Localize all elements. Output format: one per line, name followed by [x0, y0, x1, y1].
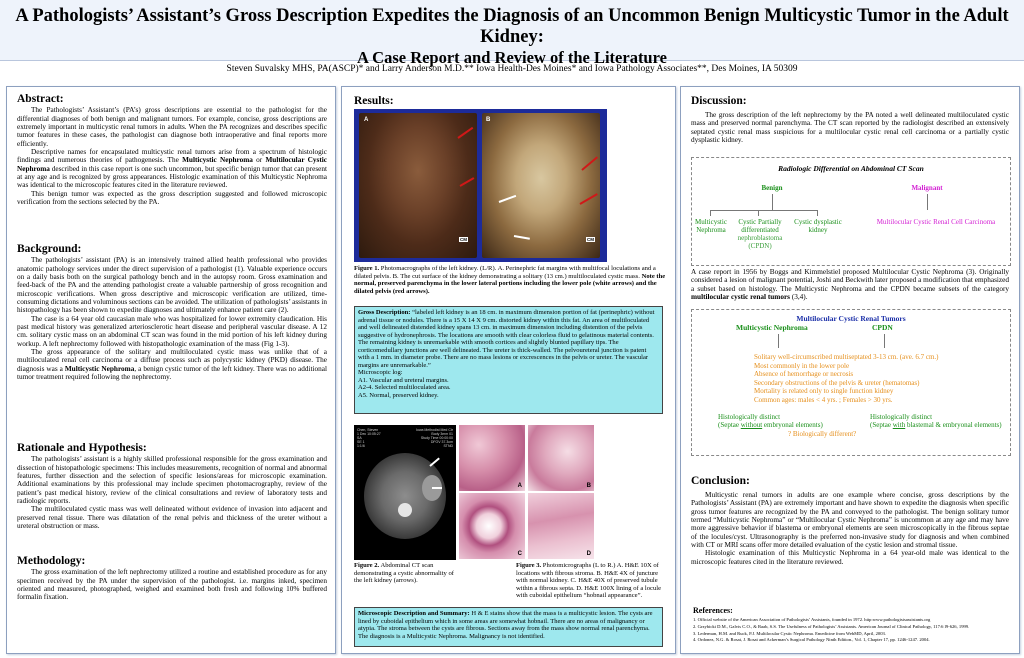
gross-label: Gross Description:	[358, 309, 411, 316]
abstract-term-mcn: Multilocular Cystic Nephroma	[17, 156, 327, 173]
kidney-cut-surface-photo	[482, 113, 600, 258]
methodology-p1: The gross examination of the left nephrectomy utilized a routine and established procedure as for any specimen received by the PA under the supervision of the pathologist. i.e. margins inked, specimen oriented and measured, photographed, weighed and examined both fresh and following 10% buffered formalin fixation.	[17, 568, 327, 602]
ct-overlay-right: Iowa Methodist Med Ctr Body 3mm 01 Study Time 00:00:00 DFOV 37.3cm STND	[416, 428, 453, 448]
histo-label-d: D	[586, 551, 591, 557]
ml-connector	[778, 334, 779, 348]
diff-benign-2b: nephroblastoma (CPDN)	[737, 234, 783, 251]
figure-1-photos	[354, 109, 607, 262]
fig1-caption-bold: Note the normal, preserved parenchyma in the lower lateral portions including the lower pole (white arrows) and the dilated pelvis (red arrows).	[354, 272, 666, 295]
fig3-label: Figure 3.	[516, 562, 542, 569]
ct-spine	[398, 503, 412, 517]
ml-hist-left-2b: without	[740, 421, 763, 429]
ml-hist-question: ? Biologically different?	[788, 430, 857, 438]
abstract-p2-e: described in this case report is one such uncommon, but specific benign tumor that can present at any age and is recognized by gross appearances. Histologic examination of this Multicystic Nephroma was identical to the microscopic features cited in the literature reviewed.	[17, 164, 327, 190]
title-line-2: A Case Report and Review of the Literature	[357, 48, 667, 67]
ml-mn-label: Multicystic Nephroma	[736, 323, 808, 332]
gross-description-box	[354, 306, 663, 414]
rationale-heading: Rationale and Hypothesis:	[17, 442, 147, 454]
diff-title: Radiologic Differential on Abdominal CT Scan	[778, 164, 924, 173]
discussion-p2-c: (3,4).	[790, 293, 808, 302]
rationale-p2: The multiloculated cystic mass was well delineated without evidence of invasion into adjacent and preserved renal tissue. There was dilatation of the renal pelvis and thickness of the ureter without a ureteral obstruction or mass.	[17, 505, 327, 531]
abstract-p3: This benign tumor was expected as the gross description suggested and followed microscopic verification from the sections selected by the PA.	[17, 189, 327, 207]
reference-item: 4. Ordonez, N.G. & Rosai, J. Rosai and Ackerman’s Surgical Pathology Ninth Edition., Vol. 1, Chapter 17, pp. 1246-1247. 2004.	[693, 637, 930, 643]
fig1-scale-a: CM	[460, 237, 467, 242]
ml-hist-left-2c: embryonal elements)	[762, 421, 823, 429]
results-heading: Results:	[354, 95, 394, 107]
abstract-term-mn: Multicystic Nephroma	[182, 156, 253, 165]
discussion-p2-a: A case report in 1956 by Boggs and Kimmelstiel proposed Multilocular Cystic Nephroma (3). Originally considered a lesion of malignant potential, Joshi and Beckwith later proposed a modification that emphasized a subset based on histology. The Multicystic Nephroma and the CPDN became subsets of the category	[691, 268, 1009, 293]
ml-connector	[884, 334, 885, 348]
middle-column	[341, 86, 676, 654]
background-heading: Background:	[17, 243, 82, 255]
background-term-mn: Multicystic Nephroma	[64, 364, 135, 373]
fig2-text: Abdominal CT scan demonstrating a cystic abnormality of the left kidney (arrows).	[354, 562, 454, 585]
diff-benign-2: Cystic Partially differentiated	[738, 218, 782, 235]
diff-connector	[817, 210, 818, 216]
conclusion-p2: Histologic examination of this Multicystic Nephroma in a 64 year-old male was identical to the microscopic features cited in the literature reviewed.	[691, 549, 1009, 566]
diff-connector	[710, 210, 711, 216]
ml-title: Multilocular Cystic Renal Tumors	[796, 314, 906, 323]
title-banner	[0, 0, 1024, 67]
reference-item: 2. Grzybicki D.M., Galvis C.O., & Raab, S.S. The Usefulness of Pathologists’ Assistants. American Journal of Clinical Pathology, 117:6 l9-626, 1999.	[693, 623, 970, 629]
ml-feature: Common ages: males < 4 yrs. ; Females > 30 yrs.	[754, 395, 893, 404]
background-p3-a: The gross appearance of the solitary and multiloculated cystic mass was unlike that of a multiloculated renal cell carcinoma or a diffuse process such as polycystic kidney (PKD) disease. The diagnosis was a	[17, 348, 327, 373]
fig1-scale-b: CM	[587, 237, 594, 242]
diff-connector	[772, 194, 773, 210]
right-column	[680, 86, 1020, 654]
methodology-heading: Methodology:	[17, 555, 86, 567]
ml-feature: Absence of hemorrhage or necrosis	[754, 370, 854, 379]
diff-connector	[710, 210, 818, 211]
left-column	[6, 86, 336, 654]
ml-feature: Mortality is related only to single function kidney	[754, 387, 894, 396]
ml-features-list	[754, 353, 1004, 405]
fig3-text: Photomicrographs (L to R.) A. H&E 10X of locations with fibrous stroma. B. H&E 4X of juncture with normal kidney. C. H&E 40X of preserved tubule within a fibrous septa. D. H&E 100X lining of a locule with cuboidal epithelium “hobnail appearance”.	[516, 562, 662, 600]
figure-2-caption	[354, 562, 458, 585]
reference-item: 3. Lederman, H.M. and Ruck, P.J. Multilocular Cystic Nephroma. Emedicine from WebMD, April, 2003.	[693, 630, 886, 636]
gross-micro-3: A5. Normal, preserved kidney.	[358, 392, 439, 400]
background-section	[17, 245, 327, 382]
discussion-p1: The gross description of the left nephrectomy by the PA noted a well delineated multiloculated cystic mass and preserved normal parenchyma. The CT scan reported by the radiologist described an extensively septated cystic renal mass suspicious for a multilocular cystic renal cell carcinoma or a partially cystic dysplastic kidney.	[691, 111, 1009, 145]
abstract-p2-a: Descriptive names for encapsulated multicystic renal tumors arise from a spectrum of histologic findings and numerous theories of pathogenesis. The	[17, 148, 327, 165]
discussion-heading: Discussion:	[691, 95, 747, 107]
discussion-p2	[691, 268, 1009, 301]
reference-item: 1. Official website of the American Association of Pathologists’ Assistants, founded in 1972. http:www.pathologistsassistants.org	[693, 617, 931, 622]
diff-benign-1: Multicystic Nephroma	[695, 218, 727, 235]
fig1-label-b: B	[486, 117, 491, 123]
radiologic-differential-box	[691, 157, 1011, 266]
ml-hist-left-1: Histologically distinct	[718, 413, 781, 421]
diff-malignant-1: Multilocular Cystic Renal Cell Carcinoma	[876, 218, 996, 226]
ml-hist-right-2c: blastemal & embryonal elements)	[905, 421, 1002, 429]
ml-cpdn-label: CPDN	[872, 323, 893, 332]
ml-feature: Secondary obstructions of the pelvis & ureter (hematomas)	[754, 378, 920, 387]
ct-overlay-left: Chen, Steven 1 Dec 10:05:27 SA SE 1 1:1/6	[357, 428, 381, 448]
abstract-p2	[17, 148, 327, 190]
background-p2: The case is a 64 year old caucasian male who was hospitalized for lower extremity claudication. His past medical history was generalized arteriosclerotic heart disease and peripheral vascular disease. A 12 cm. solitary cystic mass on an abdominal CT scan was found in the mid portion of his left kidney during workup. A left nephrectomy followed with histopathologic examination of the mass (Fig 1-3).	[17, 314, 327, 348]
rationale-p1: The pathologists’ assistant is a highly skilled professional responsible for the gross examination and dissection of histopathologic specimens: This includes measurements, recognition of normal and abnormal features, further dissection and the selection of specific lesions/areas for microscopic examination. Additional examinations by this professional may include specimen photomacrography, review of the patient’s past medical history, review of the clinical consultations and review of laboratory tests and radiologic reports.	[17, 455, 327, 506]
ml-hist-right-2a: (Septae	[870, 421, 893, 429]
conclusion-heading: Conclusion:	[691, 475, 750, 487]
diff-malignant: Malignant	[911, 184, 943, 192]
gross-micro-head: Microscopic log:	[358, 369, 403, 377]
background-p3-c: , a benign cystic tumor of the left kidney. There was no additional tumor treatment required following the nephrectomy.	[17, 364, 327, 382]
fig1-caption-text: Photomacrographs of the left kidney. (L/R). A. Perinephric fat margins with multifocal loculations and a dilated pelvis. B. The cut surface of the kidney demonstrating a solitary (13 cm.) multiloculated cystic mass.	[354, 265, 656, 280]
histo-label-b: B	[586, 483, 591, 489]
ml-hist-right-1: Histologically distinct	[870, 413, 933, 421]
discussion-p1-block	[691, 111, 1009, 144]
abstract-p2-c: or	[252, 156, 266, 165]
histo-label-c: C	[517, 551, 522, 557]
ct-scan-image	[354, 425, 456, 560]
diff-benign-3: Cystic dysplastic kidney	[794, 218, 842, 235]
references-heading: References:	[693, 606, 733, 615]
ml-feature: Most commonly in the lower pole	[754, 361, 850, 370]
background-p3	[17, 348, 327, 381]
fig1-caption-label: Figure 1.	[354, 265, 380, 272]
rationale-section	[17, 444, 327, 530]
references-list	[693, 617, 1009, 644]
multilocular-tumors-box	[691, 309, 1011, 456]
histology-image-d	[528, 493, 594, 559]
histology-image-c	[459, 493, 525, 559]
histo-label-a: A	[517, 483, 522, 489]
histology-image-b	[528, 425, 594, 491]
figure-1-caption	[354, 265, 669, 295]
fig1-label-a: A	[364, 117, 369, 123]
abstract-heading: Abstract:	[17, 93, 64, 105]
figure-3-caption	[516, 562, 671, 600]
ml-hist-right-2b: with	[892, 421, 906, 429]
diff-connector	[927, 194, 928, 210]
discussion-term: multilocular cystic renal tumors	[691, 293, 791, 302]
abstract-p1: The Pathologists’ Assistant’s (PA’s) gross descriptions are essential to the pathologist for the differential diagnoses of both benign and malignant tumors. For example, concise, gross descriptions are extremely important in multicystic renal tumors in adults. When the PA recognizes and describes specific tumor features in these cases, the pathologist can diagnose both intraoperative and final reports more efficiently.	[17, 106, 327, 148]
micro-label: Microscopic Description and Summary:	[358, 610, 470, 617]
authors-line: Steven Suvalsky MHS, PA(ASCP)* and Larry Anderson M.D.** Iowa Health-Des Moines* and Iowa Pathology Associates**, Des Moines, IA 50309	[226, 64, 798, 74]
diff-connector	[758, 210, 759, 216]
ml-hist-left-2	[718, 421, 823, 429]
ml-feature: Solitary well-circumscribed multiseptated 3-13 cm. (ave. 6.7 cm.)	[754, 353, 939, 361]
micro-text: H & E stains show that the mass is a multicystic lesion. The cysts are lined by cuboidal epithelium which in some areas are somewhat hobnail. There are no areas of malignancy or atypia. The stroma between the cysts are fibrous. Sections away from the mass show normal renal parenchyma. The diagnosis is a Multicystic Nephroma. Malignancy is not identified.	[358, 610, 653, 640]
background-p1: The pathologists’ assistant (PA) is an intensively trained allied health professional who provides anatomic pathology services under the direct supervision of a pathologist (1). Valuable experience occurs on a daily basis both on the surgical pathology bench and in the autopsy room. Gross examination and feed-back of the PA and the attending pathologist create a valuable partnership of gross recognition and microscopic verifications. When gross descriptive and microscopic verification are utilized, time-consuming dictations and voluminous sections can be avoided. The utilization of pathologists’ assistants in histopathology has been shown to expedite diagnoses and ultimately enhance patient care (2).	[17, 256, 327, 315]
diff-benign: Benign	[761, 184, 783, 192]
conclusion-p1: Multicystic renal tumors in adults are one example where concise, gross descriptions by the Pathologists’ Assistant (PA) are extremely important and have shown to expedite the diagnosis when specific gross tumor features are recognized by the PA and conveyed to the pathologist. The benign solitary tumor termed “Multicystic Nephroma” or “Multilocular Cystic Nephroma” is uncommon at any age and may have more aggressive behavior if blastema or embryonal elements are seen microscopically in the fibrous septae of the locules/cyst. Ultrasonography is the preferred non-invasive study for diagnosis and when combined with CT or MRI scans offer more detailed evaluation of the cystic lesion and stromal tissue.	[691, 491, 1009, 550]
ml-hist-left-2a: (Septae	[718, 421, 741, 429]
gross-micro-1: A1. Vascular and ureteral margins.	[358, 376, 449, 384]
white-arrow	[432, 487, 442, 489]
fig2-label: Figure 2.	[354, 562, 380, 569]
abstract-section	[17, 95, 327, 206]
gross-micro-2: A2-4. Selected multiloculated area.	[358, 384, 451, 392]
title-line-1: A Pathologists’ Assistant’s Gross Description Expedites the Diagnosis of an Uncommon Benign Multicystic Tumor in the Adult Kidney:	[15, 6, 1009, 47]
gross-text: “labeled left kidney is an 18 cm. in maximum dimension portion of fat (perinephric) without adrenal tissue or nodules. There is a 15 X 14 X 9 cm. distorted kidney within this fat. An area of multiloculated and well delineated distended kidney spans 13 cm. in maximum dimension including distention of the pelvis suggestive of hydronephrosis. The locations are smooth with clear colorless fluid to gelatinous material contents. The remaining kidney is unremarkable with smooth cortices and slightly blunted papillary tips. The corticomedullary junctions are well delineated. The ureter is thick-walled. The pelvoureteral junction is patent with a 1 mm. in diameter probe. There are no mass lesions or excrescences in the pelvis or ureter. The vascular margins are unremarkable.”	[358, 309, 655, 369]
methodology-section	[17, 557, 327, 602]
ml-hist-right-2	[870, 421, 1002, 429]
conclusion-body	[691, 491, 1009, 566]
histology-image-a	[459, 425, 525, 491]
microscopic-summary-box	[354, 607, 663, 647]
